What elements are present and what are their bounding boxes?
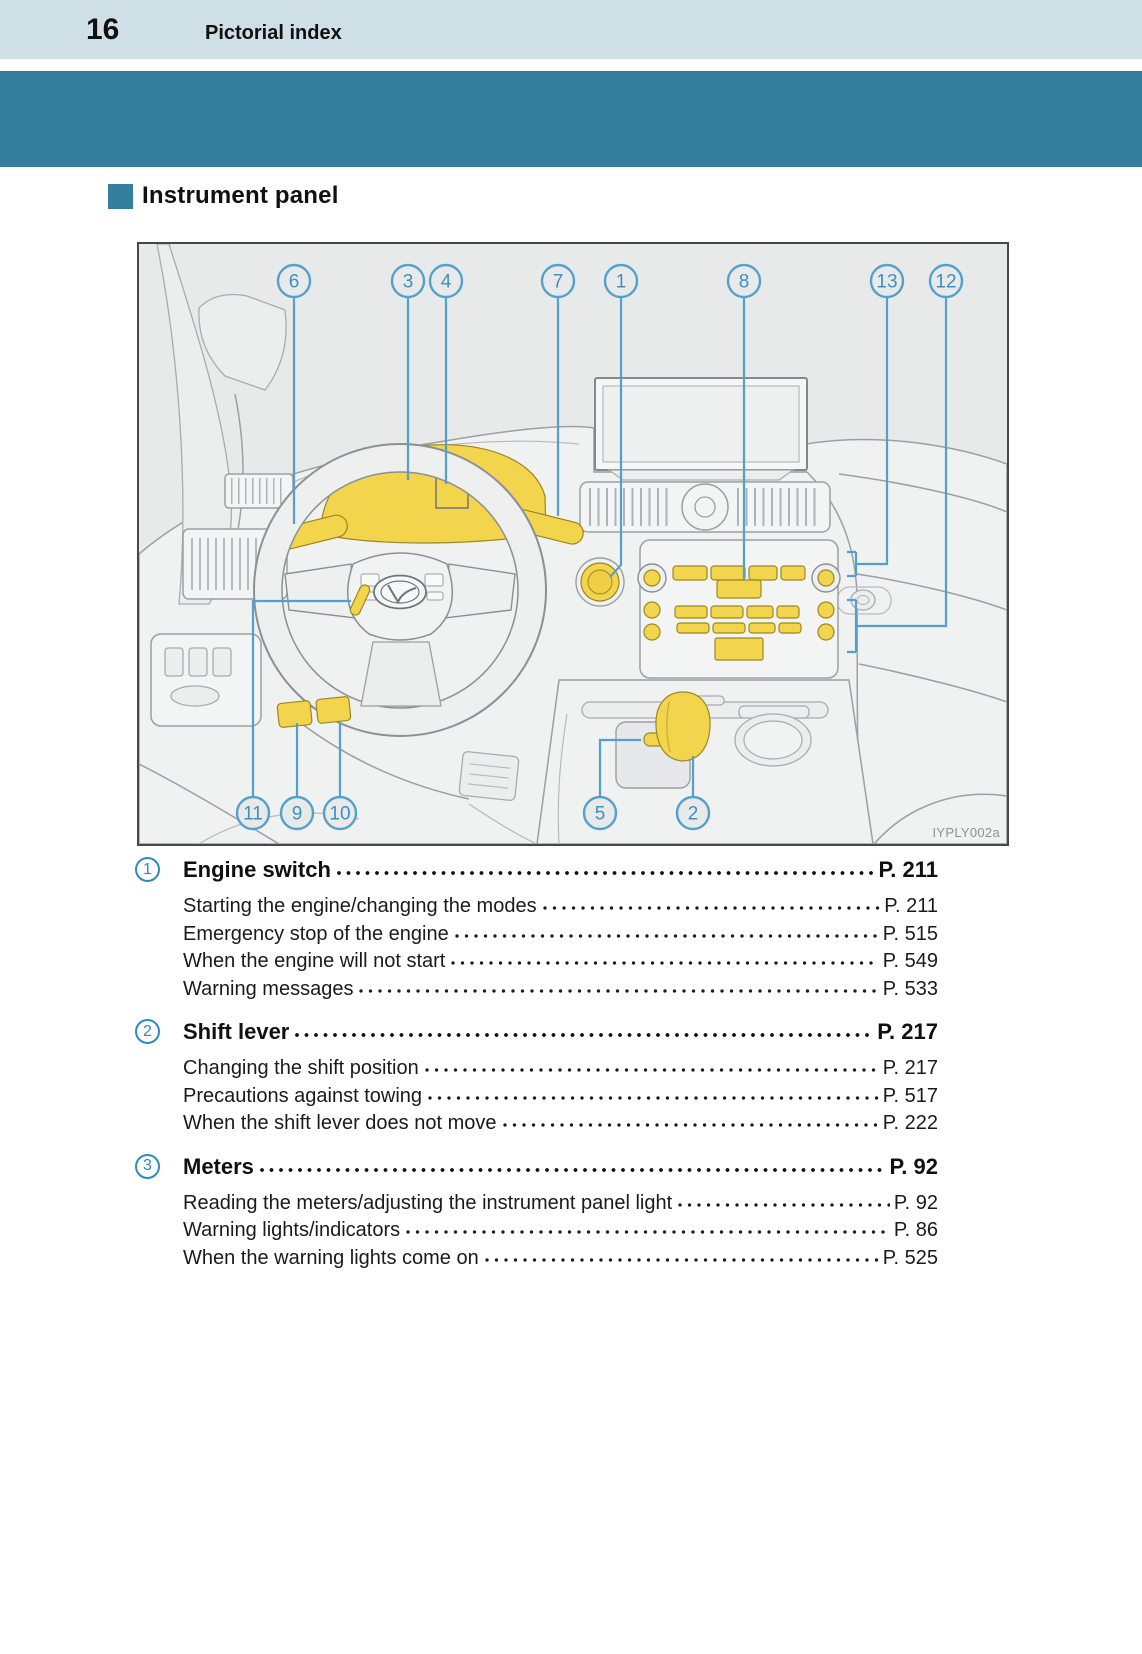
dashboard-illustration	[139, 244, 1007, 844]
callout-number: 10	[329, 803, 351, 825]
index-item	[135, 1153, 938, 1273]
index-subitem	[135, 976, 938, 1004]
item-page-ref: P. 217	[877, 1019, 938, 1044]
pedal	[459, 751, 519, 801]
callout-number: 2	[687, 803, 699, 825]
index-subitem	[135, 1110, 938, 1138]
diagram-code: IYPLY002a	[932, 825, 1000, 840]
lexus-logo	[374, 576, 426, 609]
dot-leader	[335, 868, 875, 877]
index-item-heading	[135, 1153, 938, 1181]
section-bullet-icon	[108, 184, 133, 209]
audio-panel	[638, 540, 840, 678]
callout-number: 13	[876, 271, 898, 293]
item-page-ref: P. 211	[878, 857, 938, 882]
dot-leader	[423, 1065, 879, 1074]
subitem-page-ref: P. 222	[882, 1112, 938, 1134]
subitem-label: Changing the shift position	[183, 1057, 419, 1079]
callout-number: 5	[594, 803, 606, 825]
dot-leader	[426, 1093, 879, 1102]
callout-number: 12	[935, 271, 957, 293]
callout-number: 8	[738, 271, 750, 293]
subitem-page-ref: P. 217	[882, 1057, 938, 1079]
dot-leader	[293, 1030, 873, 1039]
index-item	[135, 1018, 938, 1138]
index-subitem	[135, 1083, 938, 1111]
item-number-badge: 2	[135, 1019, 160, 1044]
index-subitem	[135, 1245, 938, 1273]
page-number: 16	[86, 13, 120, 46]
dot-leader	[453, 931, 879, 940]
page-header	[0, 0, 1142, 59]
dot-leader	[541, 903, 881, 912]
item-number-badge: 1	[135, 857, 160, 882]
instrument-panel-diagram	[137, 242, 1009, 846]
chapter-color-band	[0, 71, 1142, 167]
subitem-label: When the warning lights come on	[183, 1246, 479, 1269]
subitem-page-ref: P. 517	[882, 1084, 938, 1107]
dot-leader	[357, 986, 878, 995]
index-item	[135, 856, 938, 1003]
index-item-heading	[135, 1018, 938, 1046]
item-page-ref: P. 92	[889, 1153, 938, 1179]
index-list	[135, 856, 938, 1287]
engine-switch-knob	[576, 558, 624, 606]
index-subitem	[135, 948, 938, 976]
index-subitem	[135, 1217, 938, 1245]
callout-number: 11	[243, 803, 263, 825]
subitem-label: Warning messages	[183, 977, 354, 1000]
subitem-label: Starting the engine/changing the modes	[183, 895, 537, 917]
subitem-page-ref: P. 86	[893, 1219, 938, 1241]
subitem-page-ref: P. 515	[882, 922, 938, 945]
section-title-text: Instrument panel	[142, 182, 339, 209]
subitem-page-ref: P. 533	[882, 977, 938, 1000]
subitem-page-ref: P. 549	[882, 950, 938, 972]
callout-number: 4	[440, 271, 452, 293]
subitem-label: Warning lights/indicators	[183, 1219, 401, 1241]
center-air-vents	[580, 482, 830, 532]
section-title	[108, 182, 339, 210]
item-number-badge: 3	[135, 1154, 160, 1179]
subitem-label: When the engine will not start	[183, 950, 446, 972]
dot-leader	[501, 1120, 879, 1129]
index-subitem	[135, 893, 938, 921]
subitem-page-ref: P. 525	[882, 1246, 938, 1269]
index-subitem	[135, 1055, 938, 1083]
callout-number: 1	[615, 271, 627, 293]
chapter-title: Pictorial index	[205, 22, 342, 44]
subitem-label: Precautions against towing	[183, 1084, 423, 1107]
subitem-label: When the shift lever does not move	[183, 1112, 497, 1134]
item-label: Shift lever	[183, 1019, 290, 1044]
index-item-heading	[135, 856, 938, 884]
subitem-label: Reading the meters/adjusting the instrument panel light	[183, 1191, 673, 1214]
index-subitem	[135, 921, 938, 949]
dot-leader	[449, 958, 878, 967]
shift-knob	[656, 692, 710, 761]
callout-number: 3	[402, 271, 414, 293]
dot-leader	[258, 1165, 886, 1174]
navigation-screen	[595, 378, 807, 480]
dot-leader	[676, 1200, 890, 1209]
item-label: Engine switch	[183, 857, 331, 882]
dot-leader	[404, 1227, 890, 1236]
subitem-page-ref: P. 211	[884, 895, 938, 917]
dot-leader	[483, 1255, 879, 1264]
callout-number: 7	[552, 271, 564, 293]
callout-number: 9	[291, 803, 303, 825]
subitem-page-ref: P. 92	[893, 1191, 938, 1214]
index-subitem	[135, 1190, 938, 1218]
callout-number: 6	[288, 271, 300, 293]
item-label: Meters	[183, 1153, 254, 1179]
subitem-label: Emergency stop of the engine	[183, 922, 449, 945]
